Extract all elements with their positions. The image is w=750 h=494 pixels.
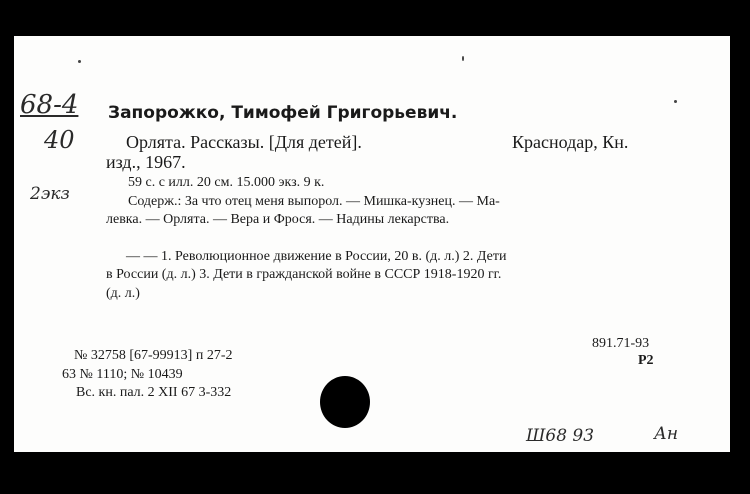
handwritten-copies-note: 2экз xyxy=(30,184,70,204)
imprint-place: Краснодар, Кн. xyxy=(512,132,629,152)
subjects-line-3: (д. л.) xyxy=(106,286,140,301)
shelf-mark-bottom: 40 xyxy=(44,126,75,154)
imprint-year: изд., 1967. xyxy=(106,152,186,172)
chamber-date: Вс. кн. пал. 2 XII 67 3-332 xyxy=(76,385,232,400)
subjects-line-2: в России (д. л.) 3. Дети в гражданской войне в СССР 1918-1920 гг. xyxy=(106,267,502,282)
subjects-line-1: — — 1. Революционное движение в России, 20 в. (д. л.) 2. Дети xyxy=(126,249,507,264)
catalog-card xyxy=(14,36,730,452)
title-line-1: Орлята. Рассказы. [Для детей]. xyxy=(126,132,362,152)
handwritten-initials: Ан xyxy=(654,424,679,444)
author-heading: Запорожко, Тимофей Григорьевич. xyxy=(108,103,458,123)
dust-speck xyxy=(78,60,81,63)
contents-line-2: левка. — Орлята. — Вера и Фрося. — Надины лекарства. xyxy=(106,212,450,227)
classification-index: 891.71-93 xyxy=(592,336,650,351)
reference-numbers: 63 № 1110; № 10439 xyxy=(62,367,183,382)
classification-code: Р2 xyxy=(638,353,654,368)
registration-number: № 32758 [67-99913] п 27-2 xyxy=(74,348,233,363)
physical-description: 59 с. с илл. 20 см. 15.000 экз. 9 к. xyxy=(128,175,325,190)
handwritten-inventory: Ш68 93 xyxy=(526,426,595,446)
dust-speck xyxy=(462,56,464,61)
dust-speck xyxy=(674,100,677,103)
card-punch-hole xyxy=(320,376,370,428)
shelf-mark-top: 68-4 xyxy=(20,90,79,120)
contents-line-1: Содерж.: За что отец меня выпорол. — Мишка-кузнец. — Ма- xyxy=(128,194,500,209)
